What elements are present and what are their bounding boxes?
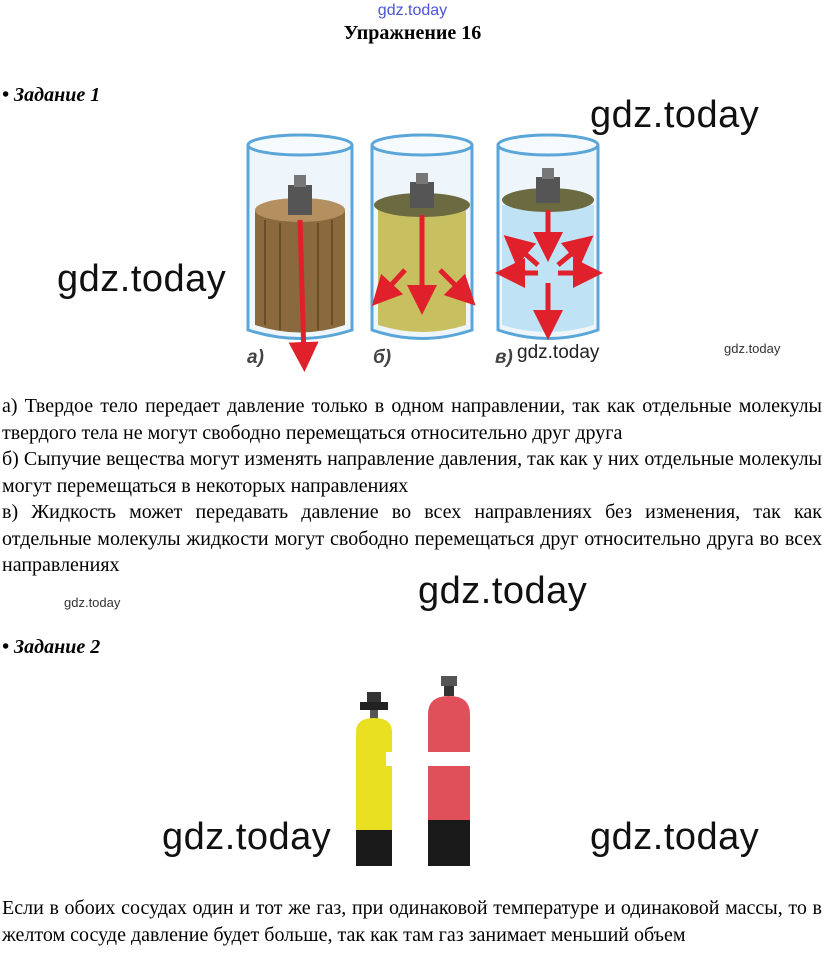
jar-b-granular xyxy=(372,135,472,339)
yellow-cylinder xyxy=(356,692,392,866)
gas-cylinders-figure xyxy=(320,670,520,880)
watermark: gdz.today xyxy=(57,258,227,300)
task-2-answer xyxy=(2,895,822,948)
figure-label-b: б) xyxy=(373,347,392,368)
jar-c-liquid xyxy=(498,135,598,339)
watermark: gdz.today xyxy=(418,570,588,612)
task-1-answers xyxy=(2,393,822,579)
watermark: gdz.today xyxy=(162,816,332,858)
header-watermark: gdz.today xyxy=(377,2,448,19)
task-2-heading: • Задание 2 xyxy=(2,636,101,658)
answer-a: а) Твердое тело передает давление только в одном направлении, так как отдельные молекулы твердого тела не могут свободно перемещаться относительно друг друга xyxy=(2,395,822,444)
watermark: gdz.today xyxy=(64,595,121,610)
jar-a-solid xyxy=(248,135,352,357)
watermark: gdz.today xyxy=(590,94,760,136)
page-title: Упражнение 16 xyxy=(343,22,482,44)
answer-b: б) Сыпучие вещества могут изменять направление давления, так как у них отдельные молекулы могут перемещаться в некоторых направлениях xyxy=(2,448,822,497)
watermark: gdz.today xyxy=(517,342,600,363)
red-cylinder xyxy=(428,676,470,866)
watermark: gdz.today xyxy=(590,816,760,858)
answer-c: в) Жидкость может передавать давление во всех направлениях без изменения, так как отдельные молекулы жидкости могут свободно перемещаться друг относительно друга во всех направлениях xyxy=(2,501,822,576)
watermark: gdz.today xyxy=(724,341,781,356)
figure-label-a: а) xyxy=(247,347,264,368)
figure-label-c: в) xyxy=(495,347,513,368)
task-1-heading: • Задание 1 xyxy=(2,84,101,106)
answer-task-2: Если в обоих сосудах один и тот же газ, при одинаковой температуре и одинаковой массы, то в желтом сосуде давление будет больше, так как там газ занимает меньший объем xyxy=(2,897,822,946)
